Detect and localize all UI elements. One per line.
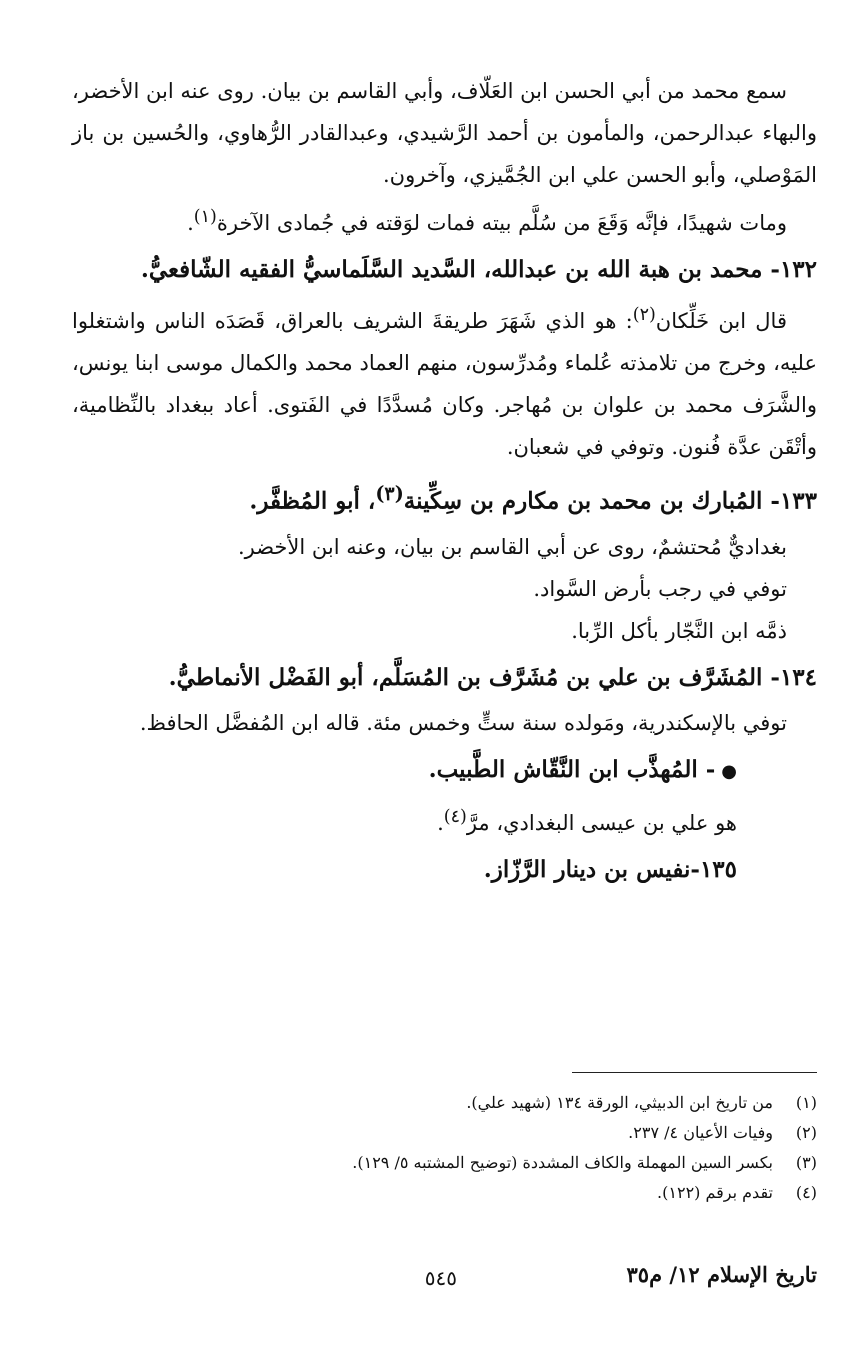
footnote-ref-1[interactable]: (١) — [193, 207, 217, 227]
paragraph-ali-bin-isa-text: هو علي بن عيسى البغدادي، مرَّ — [466, 810, 737, 835]
entry-heading-muhadhdhab — [72, 748, 817, 794]
entry-heading-134: ١٣٤- المُشَرَّف بن علي بن مُشَرَّف بن المُسَلَّم، أبو الفَضْل الأنماطيُّ. — [168, 663, 817, 691]
paragraph-narrators: سمع محمد من أبي الحسن ابن العَلّاف، وأبي القاسم بن بيان. روى عنه ابن الأخضر، والبهاء عبدالرحمن، والمأمون بن أحمد الرَّشيدي، وعبدالقادر الرُّهاوي، والحُسين بن باز المَوْصلي، وأبو الحسن علي ابن الجُمَّيزي، وآخرون. — [72, 79, 817, 187]
entry-heading-muhadhdhab-text: - المُهذَّب ابن النَّقّاش الطَّبيب. — [428, 755, 716, 783]
bullet-icon: ● — [721, 760, 737, 782]
entry-heading-133-name: ١٣٣- المُبارك بن محمد بن مكارم بن سِكِّينة — [403, 487, 817, 515]
footnote-ref-4[interactable]: (٤) — [443, 806, 467, 827]
footnote-ref-2[interactable]: (٢) — [632, 305, 656, 325]
entry-heading-133 — [72, 472, 817, 524]
entry-heading-132: ١٣٢- محمد بن هبة الله بن عبدالله، السَّديد السَّلَماسيُّ الفقيه الشّافعيُّ. — [140, 256, 817, 283]
page-footer — [72, 1262, 817, 1302]
footnote-item — [72, 1118, 817, 1148]
paragraph-death — [72, 196, 817, 244]
page-number: ٥٤٥ — [424, 1266, 457, 1290]
book-title-footer: تاريخ الإسلام ١٢/ م٣٥ — [626, 1262, 817, 1287]
footnote-ref-3[interactable]: (٣) — [375, 482, 404, 505]
paragraph-death-rajab: توفي في رجب بأرض السَّواد. — [533, 576, 787, 601]
footnote-number: (٢) — [795, 1123, 817, 1142]
footnote-text: وفيات الأعيان ٤/ ٢٣٧. — [628, 1123, 773, 1142]
footnote-item — [72, 1088, 817, 1118]
paragraph-ibn-khallikan-start: قال ابن خَلِّكان — [655, 309, 787, 333]
footnote-item — [72, 1148, 817, 1178]
paragraph-ibn-khallikan-rest: : هو الذي شَهَرَ طريقةَ الشريف بالعراق، قَصَدَه الناس واشتغلوا عليه، وخرج من تلامذته عُلماء ومُدرِّسون، منهم العماد محمد والكمال موسى ابنا يونس، والشَّرَف محمد بن علوان بن مُهاجر. وكان مُسدَّدًا في الفَتوى. أعاد ببغداد بالنِّظامية، وأتْقَن عدَّة فُنون. وتوفي في شعبان. — [72, 309, 817, 459]
paragraph-ibn-najjar: ذمَّه ابن النَّجّار بأكل الرِّبا. — [571, 618, 787, 643]
paragraph-ali-bin-isa-end: . — [437, 810, 444, 835]
paragraph-death-end: . — [187, 211, 194, 235]
main-text — [72, 70, 817, 892]
footnote-text: تقدم برقم (١٢٢). — [657, 1183, 773, 1202]
entry-heading-133-kunya: ، أبو المُظفَّر. — [249, 487, 376, 515]
footnote-number: (٤) — [795, 1183, 817, 1202]
paragraph-death-text: ومات شهيدًا، فإنَّه وَقَعَ من سُلَّم بيته فمات لوَقته في جُمادى الآخرة — [216, 211, 787, 235]
paragraph-alexandria: توفي بالإسكندرية، ومَولده سنة ستٍّ وخمس مئة. قاله ابن المُفضَّل الحافظ. — [139, 710, 787, 735]
paragraph-baghdadi: بغداديٌّ مُحتشمٌ، روى عن أبي القاسم بن بيان، وعنه ابن الأخضر. — [237, 534, 787, 559]
footnotes — [72, 1088, 817, 1208]
footnote-item — [72, 1178, 817, 1208]
footnote-divider — [572, 1072, 817, 1073]
paragraph-ibn-khallikan — [72, 294, 817, 468]
entry-heading-135: ١٣٥-نفيس بن دينار الرَّزّاز. — [483, 855, 737, 883]
footnote-number: (١) — [795, 1093, 817, 1112]
footnote-text: بكسر السين المهملة والكاف المشددة (توضيح المشتبه ٥/ ١٢٩). — [352, 1153, 773, 1172]
footnote-text: من تاريخ ابن الدبيثي، الورقة ١٣٤ (شهيد علي). — [466, 1093, 773, 1112]
paragraph-ali-bin-isa — [72, 796, 817, 844]
footnote-number: (٣) — [795, 1153, 817, 1172]
